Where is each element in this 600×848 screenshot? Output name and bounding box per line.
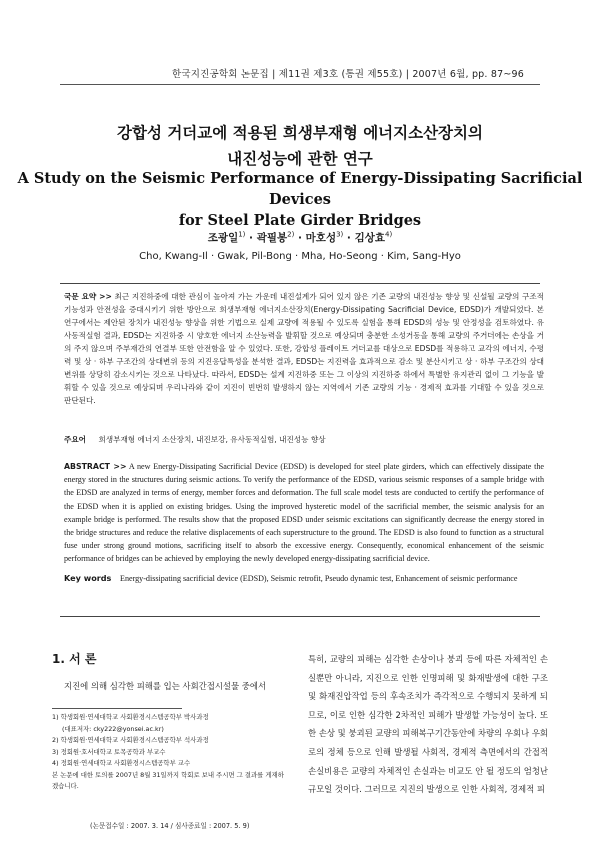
author-affiliation-mark: 3) [336, 230, 344, 239]
english-abstract-label: ABSTRACT >> [64, 462, 127, 471]
footnote-item: 3) 정회원·호서대학교 토목공학과 부교수 [52, 747, 166, 756]
abstract-top-rule [60, 283, 540, 284]
right-column-paragraph: 특히, 교량의 피해는 심각한 손상이나 붕괴 등에 따른 자체적인 손실뿐만 아니라, 지진으로 인한 인명피해 및 화재발생에 대한 구조 및 화재진압작업 등의 후속조치가 즉각적으로 수행되지 못하게 되므로, 이로 인한 심각한 2차적인 피해가 발생할 가능성이 높다. 또한 손상 및 붕괴된 교량의 피해복구기간동안에 차량의 우회나 우회로의 정체 등으로 인해 발생될 사회적, 경제적 측면에서의 간접적 손실비용은 교량의 자체적인 손실과는 비교도 안 될 정도의 엄청난 규모일 것이다. 그러므로 지진의 발생으로 인한 사회적, 경제적 피 [308, 654, 548, 795]
footnote-item: 1) 학생회원·연세대학교 사회환경시스템공학부 박사과정 [52, 713, 209, 721]
author-affiliation-mark: 4) [385, 230, 393, 239]
authors-korean [0, 230, 600, 245]
section-heading: 1. 서 론 [52, 652, 97, 666]
korean-keywords-label: 주요어 [64, 435, 87, 444]
korean-keywords [64, 434, 544, 445]
abstract-bottom-rule [60, 616, 540, 617]
intro-paragraph: 지진에 의해 심각한 피해를 입는 사회간접시설물 중에서 [64, 681, 267, 691]
korean-title-line1: 강합성 거더교에 적용된 희생부재형 에너지소산장치의 [117, 124, 483, 142]
footnote-item: 2) 학생회원·연세대학교 사회환경시스템공학부 석사과정 [52, 736, 209, 744]
author-affiliation-mark: 1) [238, 230, 246, 239]
header-rule [60, 84, 540, 85]
english-keywords-label: Key words [64, 573, 112, 583]
english-keywords-text: Energy-dissipating sacrificial device (EDSD), Seismic retrofit, Pseudo dynamic test, Enhancement of seismic performance [120, 574, 518, 583]
english-title-line2: for Steel Plate Girder Bridges [178, 212, 422, 229]
english-keywords [64, 572, 544, 585]
footnote-item: 본 논문에 대한 토의를 2007년 8월 31일까지 학회로 보내 주시면 그 결과를 게재하겠습니다. [52, 770, 284, 790]
english-title [0, 168, 600, 231]
footnotes [52, 712, 292, 793]
korean-title [0, 120, 600, 172]
author-name: 곽필봉 [256, 232, 288, 244]
author-separator: · [245, 232, 257, 244]
korean-title-line2: 내진성능에 관한 연구 [227, 150, 373, 168]
english-abstract-text: A new Energy-Dissipating Sacrificial Device (EDSD) is developed for steel plate girders, which can effectively dissipate the energy stored in the structures during seismic actions. To verify the performance of the EDSD, various seismic responses of a sample bridge with the EDSD are analyzed in terms of energy, member forces and deformation. The full scale model tests are conducted to certify the performance of the EDSD when it is applied on existing bridges. Using the improved hysteretic model of the sacrificial member, the seismic analysis for an example bridge is performed. The results show that the proposed EDSD under seismic excitations can significantly decrease the energy stored in the bridge structures and reduce the relative displacements of each superstructure to the ground. The EDSD is also found to function as a structural fuse under strong ground motions, sacrificing itself to absorb the excessive energy. Consequently, economical enhancement of the seismic performance of bridges can be achieved by employing the newly developed energy-dissipating sacrificial device. [64, 462, 544, 564]
korean-keywords-text: 희생부재형 에너지 소산장치, 내진보강, 유사동적실험, 내진성능 향상 [98, 435, 326, 444]
english-abstract [64, 460, 544, 566]
left-column [52, 650, 292, 696]
korean-abstract [64, 290, 544, 407]
english-title-line1: A Study on the Seismic Performance of Energy-Dissipating Sacrificial Devices [17, 170, 583, 208]
footnote-item: 4) 정회원·연세대학교 사회환경시스템공학부 교수 [52, 759, 191, 767]
korean-abstract-label: 국문 요약 >> [64, 292, 112, 301]
author-name: 김상효 [354, 232, 386, 244]
authors-english: Cho, Kwang-Il · Gwak, Pil-Bong · Mha, Ho-Seong · Kim, Sang-Hyo [139, 251, 461, 262]
author-name: 마호성 [305, 232, 337, 244]
received-dates: (논문접수일 : 2007. 3. 14 / 심사종료일 : 2007. 5. 9) [90, 822, 250, 830]
running-header: 한국지진공학회 논문집 | 제11권 제3호 (통권 제55호) | 2007년 6월, pp. 87~96 [171, 69, 524, 80]
korean-abstract-text: 최근 지진하중에 대한 관심이 높아져 가는 가운데 내진설계가 되어 있지 않은 기존 교량의 내진성능 향상 및 신설될 교량의 구조적 기능성과 안전성을 증대시키기 위한 방안으로 희생부재형 에너지소산장치(Energy-Dissipating Sacrificial Device, EDSD)가 개발되었다. 본 연구에서는 제안된 장치가 내진성능 향상을 위한 기법으로 실제 교량에 적용될 수 있도록 실험을 통해 EDSD의 성능 및 안정성을 검토하였다. 유사동적실험 결과, EDSD는 지진하중 시 양호한 에너지 소산능력을 발휘할 것으로 예상되며 충분한 소성거동을 통해 교량의 주거더에는 손상을 거의 주지 않으며 주부재간의 연결부 또한 안전함을 알 수 있었다. 또한, 강합성 플레이트 거더교를 대상으로 EDSD를 적용하고 교각의 에너지, 수평력 및 상 · 하부 구조간의 상대변위 등의 지진응답특성을 분석한 결과, EDSD는 지진력을 효과적으로 감소 및 분산시키고 상 · 하부 구조간의 상대변위를 상당히 감소시키는 것으로 나타났다. 따라서, EDSD는 설계 지진하중 또는 그 이상의 지진하중 하에서 특별한 유지관리 없이 그 기능을 발휘할 수 있을 것으로 예상되며 우리나라와 같이 지진이 빈번히 발생하지 않는 지역에서 기존 교량의 기능 · 경제적 효과를 기대할 수 있을 것으로 판단된다. [64, 292, 544, 405]
footnote-item: (대표저자: cky222@yonsei.ac.kr) [62, 724, 164, 733]
author-separator: · [343, 232, 355, 244]
author-separator: · [294, 232, 306, 244]
footnote-rule [52, 708, 182, 709]
author-affiliation-mark: 2) [287, 230, 295, 239]
author-name: 조광일 [207, 232, 239, 244]
